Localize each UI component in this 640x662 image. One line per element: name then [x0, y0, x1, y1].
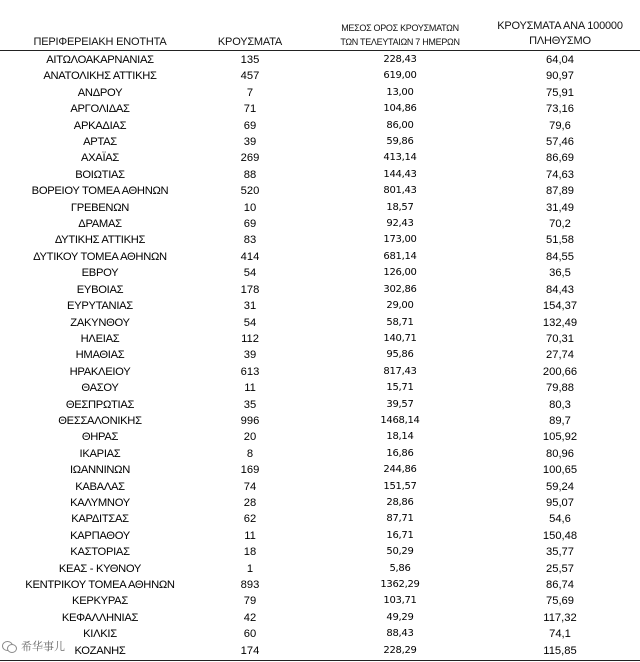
table-row: [0, 183, 640, 199]
cell-region: ΚΑΛΥΜΝΟΥ: [70, 496, 130, 509]
table-row: [0, 216, 640, 232]
cell-region: ΚΕΝΤΡΙΚΟΥ ΤΟΜΕΑ ΑΘΗΝΩΝ: [25, 579, 175, 591]
cell-per100k: 80,3: [549, 398, 571, 411]
cell-per100k: 79,6: [549, 119, 571, 132]
cell-cases: 42: [243, 611, 257, 624]
header-avg7-line2: ΤΩΝ ΤΕΛΕΥΤΑΙΩΝ 7 ΗΜΕΡΩΝ: [340, 37, 460, 47]
cell-per100k: 79,88: [546, 382, 574, 395]
cell-avg7: 87,71: [386, 513, 414, 525]
cell-per100k: 27,74: [546, 349, 574, 362]
cell-avg7: 228,29: [383, 644, 417, 656]
cell-avg7: 86,00: [386, 119, 414, 131]
cell-avg7: 88,43: [386, 628, 414, 640]
table-row: [0, 643, 640, 659]
table-row: [0, 511, 640, 527]
cell-avg7: 50,29: [386, 546, 414, 558]
header-avg7-line1: ΜΕΣΟΣ ΟΡΟΣ ΚΡΟΥΣΜΑΤΩΝ: [341, 23, 459, 33]
cell-region: ΚΑΡΔΙΤΣΑΣ: [71, 513, 129, 526]
table-row: [0, 380, 640, 396]
cell-per100k: 100,65: [542, 464, 578, 477]
cell-cases: 520: [240, 185, 260, 198]
cell-per100k: 86,74: [546, 579, 574, 591]
table-row: [0, 495, 640, 511]
cell-avg7: 92,43: [386, 218, 414, 230]
cell-per100k: 117,32: [543, 611, 577, 624]
cell-cases: 112: [241, 332, 259, 345]
cell-per100k: 74,63: [546, 168, 574, 181]
cell-per100k: 74,1: [549, 628, 571, 641]
cell-avg7: 140,71: [383, 332, 417, 344]
cell-cases: 69: [243, 119, 257, 132]
cell-cases: 60: [243, 628, 257, 641]
cell-region: ΓΡΕΒΕΝΩΝ: [70, 201, 130, 214]
cell-region: ΚΑΒΑΛΑΣ: [75, 480, 125, 493]
cell-per100k: 57,46: [546, 136, 574, 149]
cell-cases: 174: [240, 644, 260, 657]
cell-per100k: 105,92: [542, 431, 578, 444]
cell-per100k: 31,49: [546, 201, 574, 214]
table-row: [0, 561, 640, 577]
cell-per100k: 75,69: [546, 595, 574, 608]
cell-avg7: 13,00: [386, 86, 414, 98]
cell-cases: 69: [243, 218, 257, 231]
table-row: [0, 446, 640, 462]
cell-cases: 35: [243, 398, 257, 411]
table-header: [0, 0, 640, 51]
cell-avg7: 18,57: [386, 201, 414, 213]
cell-avg7: 228,43: [383, 54, 417, 65]
header-cases: ΚΡΟΥΣΜΑΤΑ: [217, 36, 283, 48]
cell-region: ΗΜΑΘΙΑΣ: [75, 349, 125, 362]
table-row: [0, 347, 640, 363]
cell-cases: 39: [243, 349, 257, 362]
cell-per100k: 132,49: [542, 316, 578, 329]
cell-avg7: 1362,29: [380, 579, 420, 590]
cell-avg7: 29,00: [386, 300, 414, 312]
cell-cases: 28: [243, 496, 257, 509]
table-row: [0, 331, 640, 347]
cell-per100k: 90,97: [546, 70, 574, 83]
table-row: [0, 85, 640, 101]
cell-avg7: 126,00: [383, 267, 417, 279]
cell-avg7: 28,86: [386, 496, 414, 508]
cell-cases: 10: [243, 201, 257, 214]
cell-region: ΕΒΡΟΥ: [81, 267, 119, 280]
cell-avg7: 681,14: [383, 250, 417, 262]
cell-per100k: 200,66: [542, 365, 578, 378]
table-row: [0, 626, 640, 642]
cell-region: ΑΡΓΟΛΙΔΑΣ: [70, 103, 130, 116]
cell-cases: 18: [243, 546, 257, 559]
table-row: [0, 200, 640, 216]
cell-per100k: 36,5: [549, 267, 571, 280]
cell-per100k: 64,04: [546, 54, 574, 66]
cell-region: ΚΑΡΠΑΘΟΥ: [70, 529, 130, 542]
cell-region: ΕΥΒΟΙΑΣ: [76, 283, 124, 296]
cell-cases: 169: [240, 464, 260, 477]
cell-region: ΚΑΣΤΟΡΙΑΣ: [70, 546, 130, 559]
cell-avg7: 58,71: [386, 316, 414, 328]
cell-cases: 88: [243, 168, 257, 181]
cell-region: ΑΙΤΩΛΟΑΚΑΡΝΑΝΙΑΣ: [46, 54, 154, 66]
cell-avg7: 413,14: [383, 152, 417, 164]
cell-per100k: 87,89: [546, 185, 574, 198]
cell-region: ΑΡΤΑΣ: [83, 136, 117, 149]
cell-per100k: 75,91: [546, 86, 574, 99]
cell-avg7: 1468,14: [380, 414, 420, 426]
table-row: [0, 282, 640, 298]
table-row: [0, 249, 640, 265]
table-row: [0, 52, 640, 68]
cell-cases: 39: [243, 136, 257, 149]
cell-per100k: 150,48: [542, 529, 578, 542]
cell-cases: 74: [243, 480, 257, 493]
cell-cases: 20: [243, 431, 257, 444]
cell-region: ΘΕΣΣΑΛΟΝΙΚΗΣ: [58, 414, 142, 427]
cell-per100k: 70,2: [549, 218, 571, 231]
cell-cases: 457: [240, 70, 260, 83]
cell-avg7: 18,14: [386, 431, 414, 443]
header-avg7: [325, 21, 475, 49]
cell-region: ΔΡΑΜΑΣ: [78, 218, 122, 231]
cell-per100k: 89,7: [549, 414, 571, 427]
cell-avg7: 59,86: [386, 136, 414, 148]
cell-region: ΘΑΣΟΥ: [81, 382, 119, 395]
cell-region: ΚΙΛΚΙΣ: [83, 628, 117, 641]
cell-region: ΒΟΙΩΤΙΑΣ: [75, 168, 125, 181]
cell-per100k: 154,37: [542, 300, 578, 313]
wechat-icon: [2, 641, 18, 653]
cell-per100k: 80,96: [546, 447, 574, 460]
cell-per100k: 25,57: [546, 562, 574, 575]
table-row: [0, 167, 640, 183]
cell-cases: 31: [243, 300, 257, 313]
cell-avg7: 144,43: [383, 168, 417, 180]
cell-region: ΚΕΦΑΛΛΗΝΙΑΣ: [61, 611, 139, 624]
table-row: [0, 364, 640, 380]
table-row: [0, 68, 640, 84]
cell-avg7: 103,71: [383, 595, 417, 607]
table-row: [0, 134, 640, 150]
table-row: [0, 577, 640, 593]
cell-region: ΙΚΑΡΙΑΣ: [79, 447, 121, 460]
table-row: [0, 544, 640, 560]
cell-cases: 7: [246, 86, 254, 99]
table-row: [0, 265, 640, 281]
table-body: [0, 52, 640, 659]
cell-per100k: 84,55: [546, 250, 574, 263]
cell-per100k: 115,85: [543, 644, 577, 657]
table-row: [0, 315, 640, 331]
cell-avg7: 801,43: [383, 185, 417, 197]
cell-avg7: 5,86: [389, 562, 411, 574]
cell-region: ΙΩΑΝΝΙΝΩΝ: [69, 464, 131, 477]
cell-per100k: 51,58: [546, 234, 574, 247]
cell-region: ΗΡΑΚΛΕΙΟΥ: [69, 365, 131, 378]
cell-avg7: 619,00: [383, 70, 417, 82]
cell-cases: 269: [240, 152, 260, 165]
cell-avg7: 95,86: [386, 349, 414, 361]
table-row: [0, 610, 640, 626]
cell-avg7: 16,71: [386, 529, 414, 541]
cell-cases: 54: [243, 316, 257, 329]
cell-region: ΘΗΡΑΣ: [81, 431, 119, 444]
cell-region: ΚΕΡΚΥΡΑΣ: [72, 595, 128, 608]
table-row: [0, 118, 640, 134]
cell-per100k: 54,6: [549, 513, 571, 526]
cell-region: ΒΟΡΕΙΟΥ ΤΟΜΕΑ ΑΘΗΝΩΝ: [31, 185, 169, 198]
cell-cases: 996: [240, 414, 260, 427]
cell-region: ΑΝΔΡΟΥ: [77, 86, 123, 99]
table-row: [0, 397, 640, 413]
table-bottom-border: [0, 660, 640, 661]
cell-cases: 79: [243, 595, 257, 608]
cell-avg7: 39,57: [386, 398, 414, 410]
table-row: [0, 479, 640, 495]
cell-per100k: 86,69: [546, 152, 574, 165]
cell-cases: 62: [243, 513, 257, 526]
table-row: [0, 232, 640, 248]
cell-cases: 135: [240, 54, 260, 66]
table-row: [0, 150, 640, 166]
cell-avg7: 302,86: [383, 283, 417, 295]
cell-region: ΚΟΖΑΝΗΣ: [74, 644, 126, 657]
cell-avg7: 15,71: [386, 382, 414, 394]
cell-region: ΑΧΑΪΑΣ: [80, 152, 120, 165]
cell-cases: 1: [246, 562, 254, 575]
cell-per100k: 73,16: [546, 103, 574, 116]
watermark-text: 希华事儿: [21, 640, 65, 653]
table-row: [0, 101, 640, 117]
cell-avg7: 151,57: [383, 480, 417, 492]
cell-cases: 54: [243, 267, 257, 280]
cell-region: ΗΛΕΙΑΣ: [80, 332, 120, 345]
header-per100k-line1: ΚΡΟΥΣΜΑΤΑ ΑΝΑ 100000: [497, 20, 623, 32]
cell-cases: 414: [240, 250, 260, 263]
cell-region: ΑΡΚΑΔΙΑΣ: [73, 119, 127, 132]
cell-region: ΔΥΤΙΚΗΣ ΑΤΤΙΚΗΣ: [54, 234, 146, 247]
table-row: [0, 298, 640, 314]
header-per100k-line2: ΠΛΗΘΥΣΜΟ: [529, 35, 591, 47]
cell-avg7: 817,43: [383, 365, 417, 377]
table-row: [0, 528, 640, 544]
table-row: [0, 413, 640, 429]
cell-per100k: 95,07: [546, 496, 574, 509]
table-row: [0, 429, 640, 445]
cell-avg7: 16,86: [386, 447, 414, 459]
table-row: [0, 462, 640, 478]
cell-cases: 613: [240, 365, 260, 378]
cell-region: ΑΝΑΤΟΛΙΚΗΣ ΑΤΤΙΚΗΣ: [43, 70, 157, 83]
watermark: [2, 639, 65, 655]
cell-region: ΖΑΚΥΝΘΟΥ: [70, 316, 130, 329]
table-row: [0, 593, 640, 609]
cell-cases: 11: [244, 529, 256, 542]
cell-avg7: 104,86: [383, 103, 417, 115]
cell-region: ΔΥΤΙΚΟΥ ΤΟΜΕΑ ΑΘΗΝΩΝ: [33, 250, 167, 263]
cell-cases: 11: [244, 382, 256, 395]
cell-avg7: 49,29: [386, 611, 414, 623]
cell-per100k: 35,77: [546, 546, 574, 559]
cell-cases: 178: [240, 283, 260, 296]
cell-avg7: 244,86: [383, 464, 417, 476]
cell-per100k: 59,24: [546, 480, 574, 493]
cell-cases: 83: [243, 234, 257, 247]
cell-region: ΘΕΣΠΡΩΤΙΑΣ: [65, 398, 135, 411]
cell-region: ΚΕΑΣ - ΚΥΘΝΟΥ: [58, 562, 142, 575]
cell-cases: 893: [240, 579, 260, 591]
cell-avg7: 173,00: [383, 234, 417, 246]
cell-region: ΕΥΡΥΤΑΝΙΑΣ: [67, 300, 133, 313]
header-per100k: [480, 19, 640, 49]
cell-per100k: 70,31: [546, 332, 574, 345]
cell-per100k: 84,43: [546, 283, 574, 296]
header-region: ΠΕΡΙΦΕΡΕΙΑΚΗ ΕΝΟΤΗΤΑ: [33, 36, 167, 48]
cell-cases: 8: [246, 447, 254, 460]
cell-cases: 71: [243, 103, 257, 116]
